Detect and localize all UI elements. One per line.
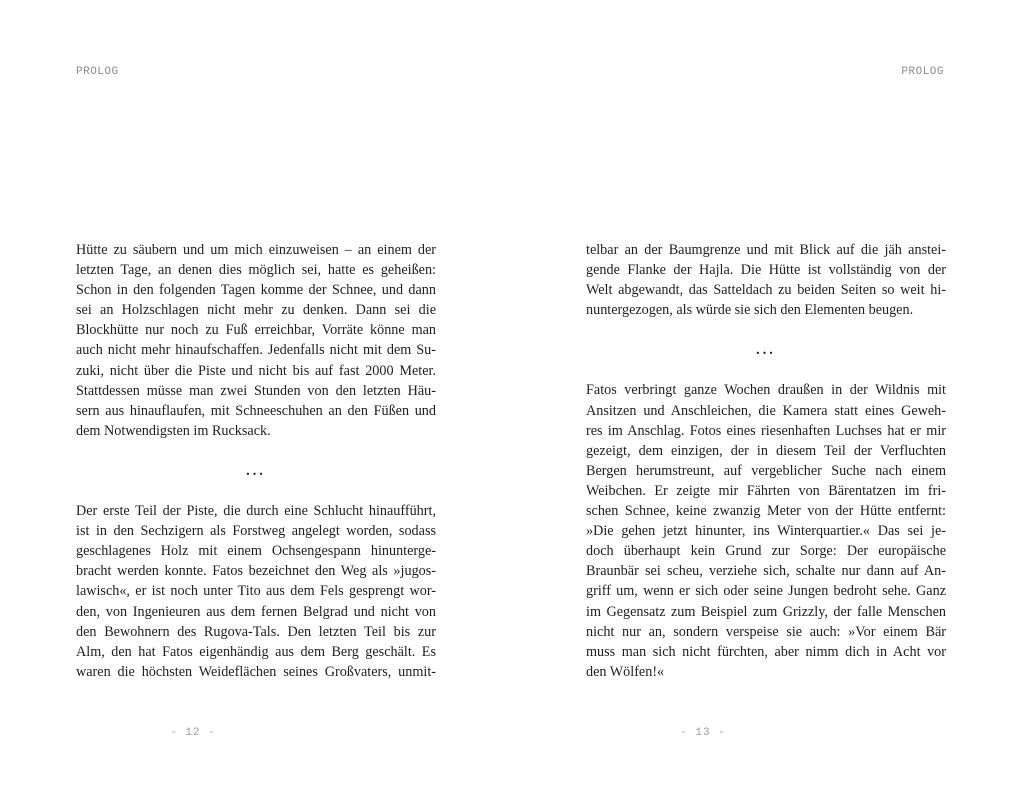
text-line: Braunbär sei scheu, verziehe sich, schalte nur dann auf An- [586,563,946,580]
text-line: im Gegensatz zum Beispiel zum Grizzly, der falle Menschen [586,603,946,620]
text-line: lawisch«, er ist noch unter Tito aus dem Fels gesprengt wor- [76,583,436,600]
text-line: telbar an der Baumgrenze und mit Blick auf die jäh anstei- [586,242,946,258]
text-line: den Wölfen!« [586,663,665,680]
text-line: »Die gehen jetzt hinunter, ins Winterquartier.« Das sei je- [586,523,946,540]
text-line: Ansitzen und Anschleichen, die Kamera statt eines Geweh- [586,402,946,419]
text-line: bracht werden konnte. Fatos bezeichnet den Weg als »jugos- [76,563,436,580]
text-line: Welt abgewandt, das Satteldach zu beiden Seiten so weit hi- [586,282,946,299]
text-line: Fatos verbringt ganze Wochen draußen in der Wildnis mit [586,382,946,399]
section-separator: ... [756,342,776,359]
paragraph [76,501,436,682]
text-line: Hütte zu säubern und um mich einzuweisen – an einem der [76,242,436,258]
text-line: ist in den Sechzigern als Forstweg angelegt worden, sodass [76,523,436,540]
text-line: nuntergezogen, als würde sie sich den Elementen beugen. [586,302,914,319]
text-line: letzten Tage, an denen dies möglich sei, hatte es geheißen: [76,262,436,279]
running-head: PROLOG [901,66,944,78]
text-line: nicht nur an, sondern verspeise sie auch: »Vor einem Bär [586,623,946,640]
text-line: gende Flanke der Hajla. Die Hütte ist vollständig von der [586,262,946,279]
text-line: Der erste Teil der Piste, die durch eine Schlucht hinaufführt, [76,503,436,520]
page-number: - 12 - [170,727,216,739]
text-line: Stattdessen müsse man zwei Stunden von den letzten Häu- [76,382,436,399]
text-line: muss man sich nicht fürchten, aber nimm dich in Acht vor [586,643,946,660]
text-line: schen Schnee, keine zwanzig Meter von der Hütte entfernt: [586,503,946,520]
text-line: den, von Ingenieuren aus dem fernen Belgrad und nicht von [76,603,436,620]
text-line: sern aus hinauflaufen, mit Schneeschuhen an den Füßen und [76,402,436,419]
paragraph [586,240,946,320]
text-line: Weibchen. Er zeigte mir Fährten von Bärentatzen im fri- [586,482,946,499]
body-text [586,240,946,682]
text-line: doch überhaupt kein Grund zur Sorge: Der europäische [586,543,946,560]
right-page [510,0,1020,794]
text-line: Bergen herumstreunt, auf vergeblicher Suche nach einem [586,462,946,479]
paragraph [586,380,946,681]
text-line: res im Anschlag. Fotos eines riesenhaften Luchses hat er mir [586,422,946,439]
text-line: Alm, den hat Fatos eigenhändig aus dem Berg geschält. Es [76,643,436,660]
text-line: Schon in den folgenden Tagen komme der Schnee, und dann [76,282,436,299]
text-line: zuki, nicht über die Piste und nicht bis auf fast 2000 Meter. [76,362,436,379]
paragraph [76,240,436,441]
text-line: waren die höchsten Weideflächen seines Großvaters, unmit- [76,663,436,680]
text-line: griff um, wenn er sich oder seine Jungen bedroht sehe. Ganz [586,583,946,600]
text-line: auch nicht mehr hinaufschaffen. Jedenfalls nicht mit dem Su- [76,342,436,359]
text-line: Blockhütte nur noch zu Fuß erreichbar, Vorräte könne man [76,322,436,339]
text-line: dem Notwendigsten im Rucksack. [76,422,271,439]
text-line: geschlagenes Holz mit einem Ochsengespann hinunterge- [76,543,436,560]
text-line: gezeigt, dem einzigen, der in diesem Teil der Verfluchten [586,442,946,459]
text-line: den Bewohnern des Rugova-Tals. Den letzten Teil bis zur [76,623,436,640]
running-head: PROLOG [76,66,119,78]
section-separator: ... [246,462,266,479]
text-line: sei an Holzschlagen nicht mehr zu denken. Dann sei die [76,302,436,319]
page-number: - 13 - [680,727,726,739]
body-text [76,240,436,682]
